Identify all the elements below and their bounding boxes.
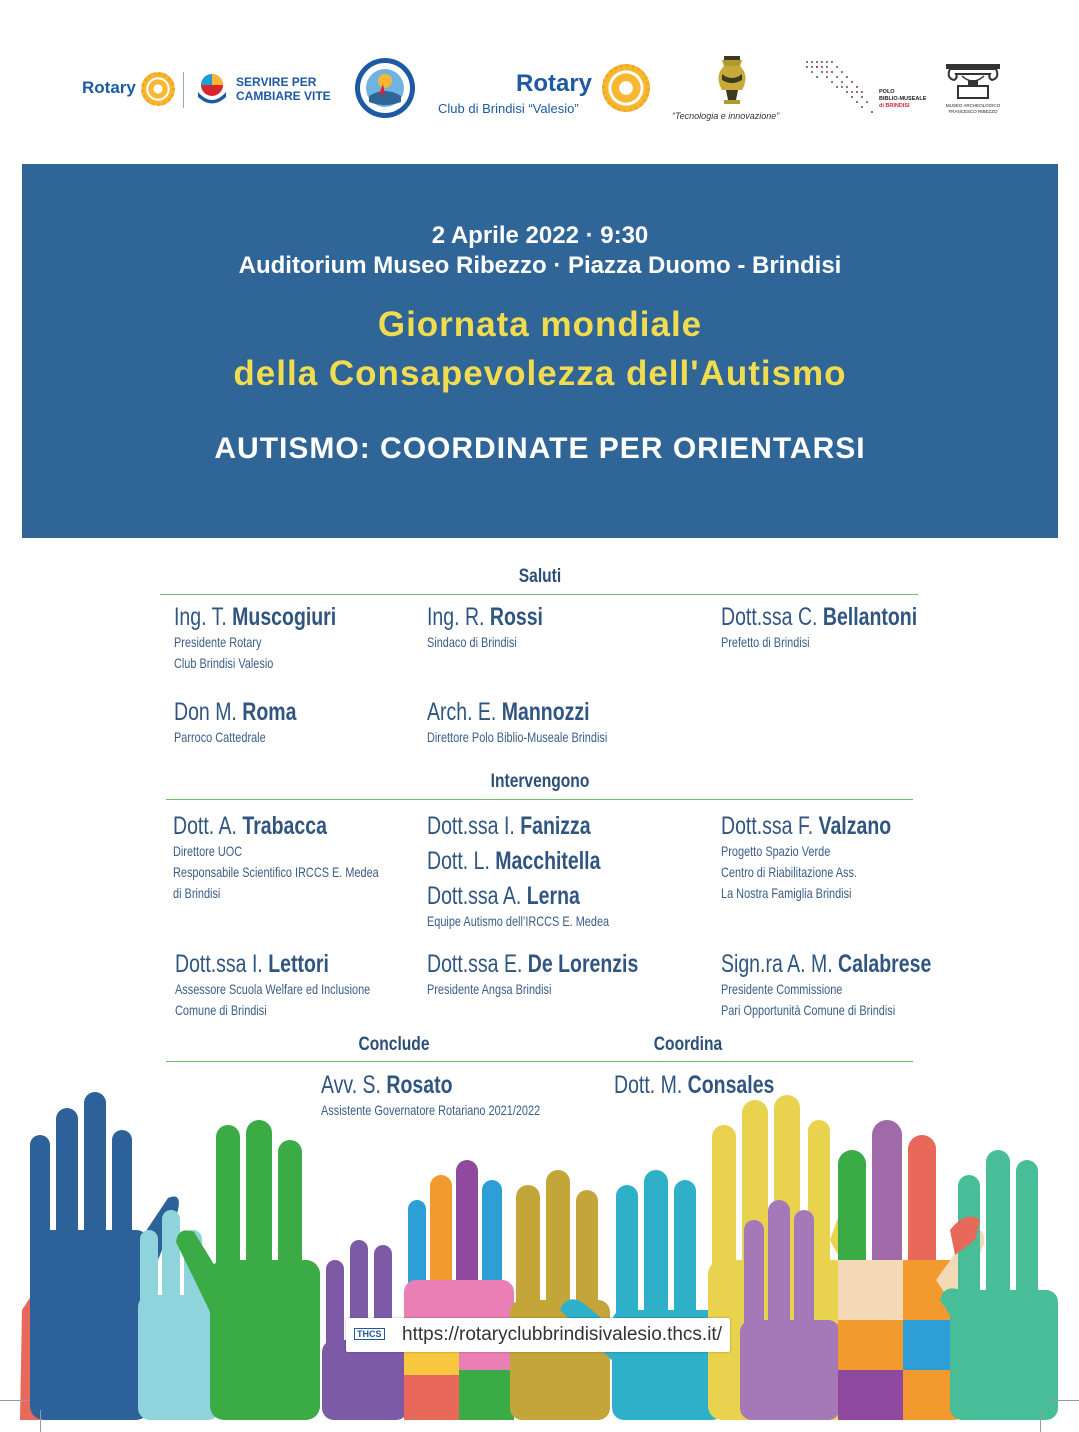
conclude-heading: Conclude [358, 1034, 430, 1055]
crop-mark [0, 1400, 30, 1401]
club-name: Club di Brindisi “Valesio” [438, 101, 579, 116]
servire-logo [192, 70, 232, 115]
speaker-calabrese: Sign.ra A. M. Calabrese Presidente Commissione Pari Opportunità Comune di Brindisi [721, 950, 932, 1018]
speaker-consales: Dott. M. Consales [614, 1071, 775, 1099]
raised-hands-illustration [0, 1080, 1079, 1420]
servire-text: SERVIRE PER CAMBIARE VITE [236, 75, 331, 103]
event-place: Auditorium Museo Ribezzo · Piazza Duomo - Brindisi [238, 252, 842, 279]
polo-text: POLO BIBLIO-MUSEALE di BRINDISI [879, 89, 927, 109]
speaker-rosato: Avv. S. Rosato Assistente Governatore Rotariano 2021/2022 [321, 1071, 541, 1118]
speaker-fanizza: Dott.ssa I. Fanizza [427, 812, 591, 840]
speaker-valzano: Dott.ssa F. Valzano Progetto Spazio Verde Centro di Riabilitazione Ass. La Nostra Famiglia Brindisi [721, 812, 892, 901]
seal-icon [353, 56, 417, 120]
crop-mark [1049, 1400, 1079, 1401]
event-date-time: 2 Aprile 2022 · 9:30 [431, 222, 649, 249]
logo-header [0, 0, 1079, 140]
amphora-icon [712, 54, 752, 110]
speaker-rossi: Ing. R. Rossi Sindaco di Brindisi [427, 603, 543, 650]
intervengono-heading: Intervengono [490, 771, 590, 792]
museo-logo [944, 62, 1002, 105]
tecnologia-tagline: “Tecnologia e innovazione” [672, 111, 780, 121]
speaker-mannozzi: Arch. E. Mannozzi Direttore Polo Biblio-Museale Brindisi [427, 698, 608, 745]
rotary-international-logo [82, 78, 136, 98]
saluti-heading: Saluti [518, 566, 562, 587]
speaker-lerna: Dott.ssa A. Lerna Equipe Autismo dell’IRCCS E. Medea [427, 882, 610, 929]
thcs-logo-icon: THCS [354, 1328, 385, 1340]
closing-rule [166, 1061, 913, 1062]
rotary-club-wheel-icon [602, 64, 650, 112]
club-seal-logo [353, 56, 417, 125]
museo-text: MUSEO ARCHEOLOGICO FRANCESCO RIBEZZO [945, 103, 1001, 114]
globe-hands-icon [192, 70, 232, 110]
event-banner [22, 164, 1058, 538]
coordina-heading: Coordina [653, 1034, 723, 1055]
speaker-bellantoni: Dott.ssa C. Bellantoni Prefetto di Brindisi [721, 603, 918, 650]
crop-mark [1040, 1410, 1041, 1432]
dotted-pattern-icon [805, 60, 877, 114]
speaker-muscogiuri: Ing. T. Muscogiuri Presidente Rotary Club Brindisi Valesio [174, 603, 337, 671]
intervengono-rule [166, 799, 913, 800]
website-url-bar[interactable] [346, 1318, 730, 1352]
saluti-rule [160, 594, 918, 595]
logo-divider [183, 72, 184, 108]
rotary-club-wordmark: Rotary [516, 70, 593, 97]
polo-dots-logo [805, 60, 877, 119]
speaker-trabacca: Dott. A. Trabacca Direttore UOC Responsabile Scientifico IRCCS E. Medea di Brindisi [173, 812, 379, 901]
event-title-line1: Giornata mondiale [377, 305, 703, 344]
capital-column-icon [944, 62, 1002, 100]
vase-logo [712, 54, 752, 115]
event-subtitle: AUTISMO: COORDINATE PER ORIENTARSI [214, 432, 866, 465]
website-url[interactable]: https://rotaryclubbrindisivalesio.thcs.it/ [402, 1324, 722, 1345]
speaker-roma: Don M. Roma Parroco Cattedrale [174, 698, 297, 745]
speaker-de-lorenzis: Dott.ssa E. De Lorenzis Presidente Angsa Brindisi [427, 950, 639, 997]
speaker-macchitella: Dott. L. Macchitella [427, 847, 601, 875]
rotary-wordmark: Rotary [82, 78, 136, 97]
crop-mark [40, 1410, 41, 1432]
event-title-line2: della Consapevolezza dell'Autismo [233, 354, 847, 393]
speaker-lettori: Dott.ssa I. Lettori Assessore Scuola Welfare ed Inclusione Comune di Brindisi [175, 950, 371, 1018]
rotary-wheel-icon [141, 72, 175, 106]
